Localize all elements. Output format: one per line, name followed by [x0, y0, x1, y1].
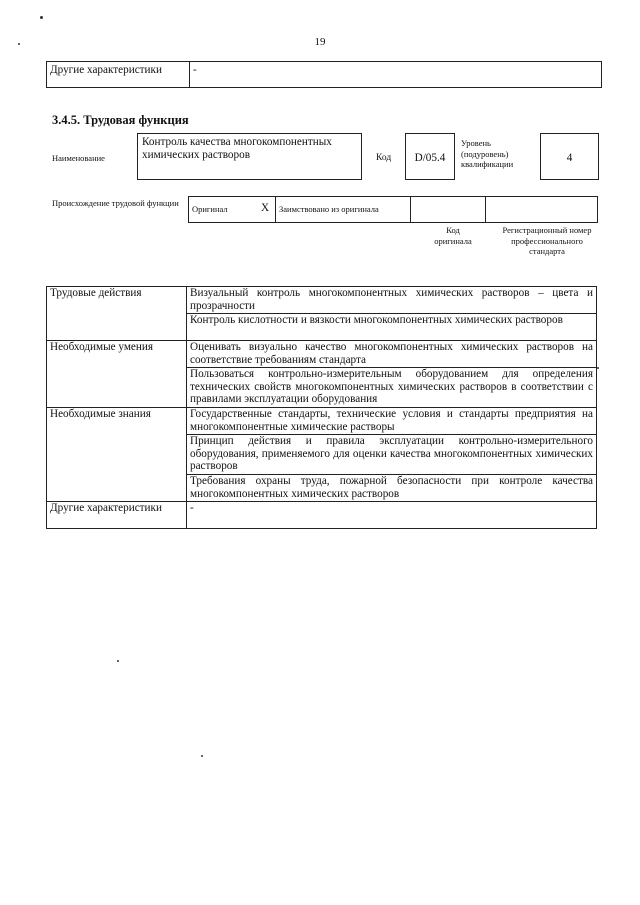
category-cell: Необходимые знания [47, 408, 187, 502]
scan-speck [201, 755, 203, 757]
table-item-cell: Оценивать визуально качество многокомпонентных химических растворов на соответствие требованиям стандарта [187, 341, 597, 368]
name-value: Контроль качества многокомпонентных химических растворов [137, 133, 362, 180]
table-row [47, 408, 597, 435]
code-value: D/05.4 [405, 133, 455, 180]
table-item-cell: - [187, 502, 597, 529]
scan-speck [117, 660, 119, 662]
section-heading: 3.4.5. Трудовая функция [52, 113, 189, 127]
reg-number-cell [486, 197, 598, 223]
code-original-caption: Код оригинала [434, 225, 472, 246]
code-label: Код [376, 153, 392, 163]
page-number: 19 [314, 36, 326, 48]
table-item-cell: Требования охраны труда, пожарной безопасности при контроле качества многокомпонентных химических растворов [187, 475, 597, 502]
original-label: Оригинал [189, 197, 256, 223]
origin-table [188, 196, 598, 223]
scan-speck [40, 16, 43, 19]
table-row [47, 502, 597, 529]
name-label: Наименование [52, 153, 105, 163]
level-value: 4 [540, 133, 599, 180]
table-item-cell: Принцип действия и правила эксплуатации контрольно-измерительного оборудования, применяемого для оценки качества многокомпонентных химических растворов [187, 435, 597, 475]
category-cell: Другие характеристики [47, 502, 187, 529]
table-item-cell: Пользоваться контрольно-измерительным оборудованием для определения технических свойств многокомпонентных химических растворов в соответствии с правилами эксплуатации оборудования [187, 368, 597, 408]
category-cell: Трудовые действия [47, 287, 187, 341]
table-item-cell: Государственные стандарты, технические условия и стандарты предприятия на многокомпонентные химические растворы [187, 408, 597, 435]
level-label: Уровень (подуровень) квалификации [461, 138, 514, 169]
origin-label: Происхождение трудовой функции [52, 198, 179, 208]
scan-speck [597, 367, 599, 369]
category-cell: Необходимые умения [47, 341, 187, 408]
table-row [47, 287, 597, 314]
borrowed-label: Заимствовано из оригинала [276, 197, 411, 223]
top-characteristics-label: Другие характеристики [47, 62, 190, 88]
top-characteristics-table [46, 61, 602, 88]
table-item-cell: Визуальный контроль многокомпонентных химических растворов – цвета и прозрачности [187, 287, 597, 314]
table-item-cell: Контроль кислотности и вязкости многокомпонентных химических растворов [187, 314, 597, 341]
original-mark: X [255, 197, 276, 223]
code-original-cell [411, 197, 486, 223]
top-characteristics-value: - [190, 62, 602, 88]
table-row [47, 341, 597, 368]
reg-number-caption: Регистрационный номер профессионального стандарта [502, 225, 592, 256]
labor-function-table [46, 286, 597, 529]
